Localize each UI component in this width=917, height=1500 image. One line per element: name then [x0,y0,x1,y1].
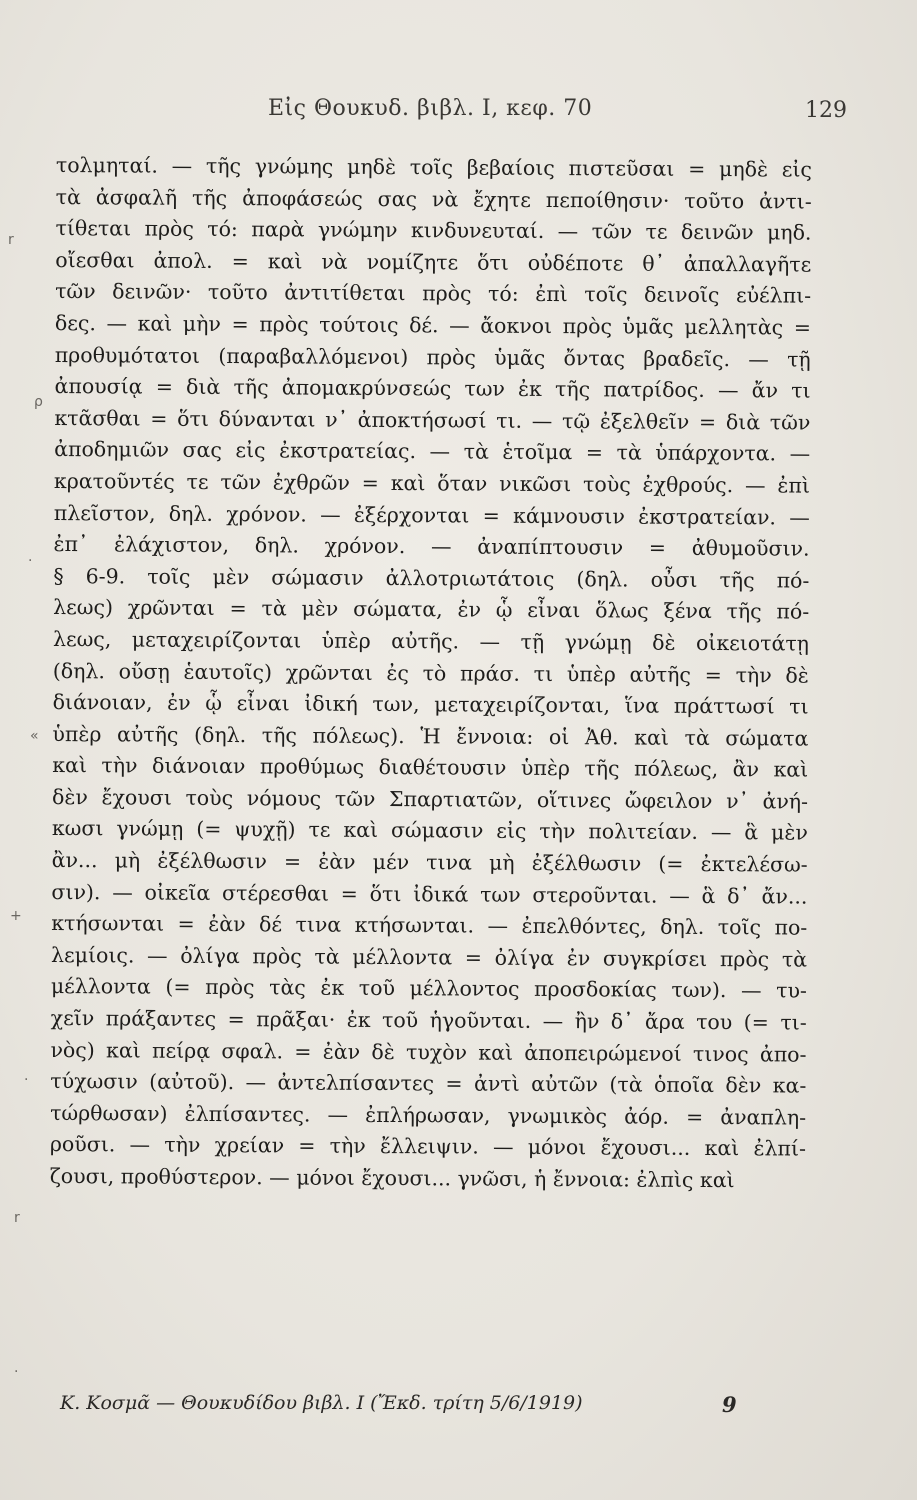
signature-number: 9 [722,1392,737,1417]
text-line: καὶ τὴν διάνοιαν προθύμως διαθέτουσιν ὑπὲρ τῆς πόλεως, ἂν καὶ [52,753,809,782]
margin-mark: · [28,553,33,569]
printer-signature: Κ. Κοσμᾶ — Θουκυδίδου βιβλ. Ι (Ἔκδ. τρίτη 5/6/1919) [60,1392,583,1414]
text-line: δες. — καὶ μὴν = πρὸς τούτοις δέ. — ἄοκνοι πρὸς ὑμᾶς μελλητὰς = [54,310,812,340]
running-head: Εἰς Θουκυδ. βιβλ. Ι, κεφ. 70 [268,96,593,121]
margin-mark: + [10,908,22,924]
margin-mark: ρ [34,394,43,410]
text-line: τῶν δεινῶν· τοῦτο ἀντιτίθεται πρὸς τό: ἐπὶ τοῖς δεινοῖς εὐέλπι- [55,279,812,308]
text-line: μέλλοντα (= πρὸς τὰς ἐκ τοῦ μέλλοντος προσδοκίας των). — τυ- [50,974,807,1004]
text-line: κρατοῦντές τε τῶν ἐχθρῶν = καὶ ὅταν νικῶσι τοὺς ἐχθρούς. — ἐπὶ [53,468,811,498]
text-line: δὲν ἔχουσι τοὺς νόμους τῶν Σπαρτιατῶν, οἵτινες ὤφειλον ν᾽ ἀνή- [51,784,809,814]
page-footer [0,1392,917,1422]
text-line: προθυμότατοι (παραβαλλόμενοι) πρὸς ὑμᾶς ὄντας βραδεῖς. — τῇ [54,342,811,372]
text-line: τώρθωσαν) ἐλπίσαντες. — ἐπλήρωσαν, γνωμικὸς ἀόρ. = ἀναπλη- [50,1100,807,1130]
margin-mark: · [24,1072,29,1088]
text-line: ἂν... μὴ ἐξέλθωσιν = ἐὰν μέν τινα μὴ ἐξέλθωσιν (= ἐκτελέσω- [51,848,808,877]
page-header [0,96,917,130]
page-number: 129 [805,98,847,123]
text-line: ζουσι, προθύστερον. — μόνοι ἔχουσι... γνῶσι, ἡ ἔννοια: ἐλπὶς καὶ [49,1163,735,1193]
margin-mark: r [14,1210,20,1226]
margin-mark: r [8,232,14,248]
text-line: κτήσωνται = ἐὰν δέ τινα κτήσωνται. — ἐπελθόντες, δηλ. τοῖς πο- [51,911,808,940]
margin-mark: · [14,1364,19,1380]
text-line: ὑπὲρ αὐτῆς (δηλ. τῆς πόλεως). Ἡ ἔννοια: οἱ Ἀθ. καὶ τὰ σώματα [52,721,809,751]
text-line: τολμηταί. — τῆς γνώμης μηδὲ τοῖς βεβαίοις πιστεῦσαι = μηδὲ εἰς [55,152,812,182]
margin-mark: « [30,728,39,744]
text-line: λεως) χρῶνται = τὰ μὲν σώματα, ἐν ᾧ εἶναι ὅλως ξένα τῆς πό- [53,595,810,624]
text-line: τὰ ἀσφαλῆ τῆς ἀποφάσεώς σας νὰ ἔχητε πεποίθησιν· τοῦτο ἀντι- [55,184,812,214]
text-line: (δηλ. οὔσῃ ἑαυτοῖς) χρῶνται ἐς τὸ πράσ. τι ὑπὲρ αὐτῆς = τὴν δὲ [52,658,809,688]
commentary-text [50,150,812,1197]
text-line: ἐπ᾽ ἐλάχιστον, δηλ. χρόνον. — ἀναπίπτουσιν = ἀθυμοῦσιν. [53,532,810,561]
text-line: § 6-9. τοῖς μὲν σώμασιν ἀλλοτριωτάτοις (δηλ. οὖσι τῆς πό- [53,563,810,593]
text-line: λεως, μεταχειρίζονται ὑπὲρ αὐτῆς. — τῇ γνώμῃ δὲ οἰκειοτάτῃ [52,626,810,656]
text-line: κωσι γνώμῃ (= ψυχῇ) τε καὶ σώμασιν εἰς τὴν πολιτείαν. — ἃ μὲν [51,816,808,846]
text-line: πλεῖστον, δηλ. χρόνον. — ἐξέρχονται = κάμνουσιν ἐκστρατείαν. — [53,500,810,530]
text-line: ἀποδημιῶν σας εἰς ἐκστρατείας. — τὰ ἑτοῖμα = τὰ ὑπάρχοντα. — [54,437,811,466]
text-line: ἀπουσίᾳ = διὰ τῆς ἀπομακρύνσεώς των ἐκ τῆς πατρίδος. — ἄν τι [54,374,811,403]
text-line: λεμίοις. — ὀλίγα πρὸς τὰ μέλλοντα = ὀλίγα ἐν συγκρίσει πρὸς τὰ [51,942,808,972]
text-line: χεῖν πράξαντες = πρᾶξαι· ἐκ τοῦ ἡγοῦνται. — ἢν δ᾽ ἄρα του (= τι- [50,1006,807,1035]
text-line: ροῦσι. — τὴν χρείαν = τὴν ἔλλειψιν. — μόνοι ἔχουσι... καὶ ἐλπί- [49,1132,806,1162]
text-line: σιν). — οἰκεῖα στέρεσθαι = ὅτι ἰδικά των στεροῦνται. — ἃ δ᾽ ἄν... [51,879,808,909]
text-line: διάνοιαν, ἐν ᾧ εἶναι ἰδική των, μεταχειρίζονται, ἵνα πράττωσί τι [52,690,809,719]
text-line: τύχωσιν (αὐτοῦ). — ἀντελπίσαντες = ἀντὶ αὐτῶν (τὰ ὁποῖα δὲν κα- [50,1069,807,1098]
text-line: νὸς) καὶ πείρᾳ σφαλ. = ἐὰν δὲ τυχὸν καὶ ἀποπειρώμενοί τινος ἀπο- [50,1037,807,1067]
text-line: κτᾶσθαι = ὅτι δύνανται ν᾽ ἀποκτήσωσί τι. — τῷ ἐξελθεῖν = διὰ τῶν [54,405,811,435]
margin-marks [0,0,60,1500]
text-line: τίθεται πρὸς τό: παρὰ γνώμην κινδυνευταί. — τῶν τε δεινῶν μηδ. [55,216,812,245]
text-line: οἴεσθαι ἀπολ. = καὶ νὰ νομίζητε ὅτι οὐδέποτε θ᾽ ἀπαλλαγῆτε [55,247,812,277]
